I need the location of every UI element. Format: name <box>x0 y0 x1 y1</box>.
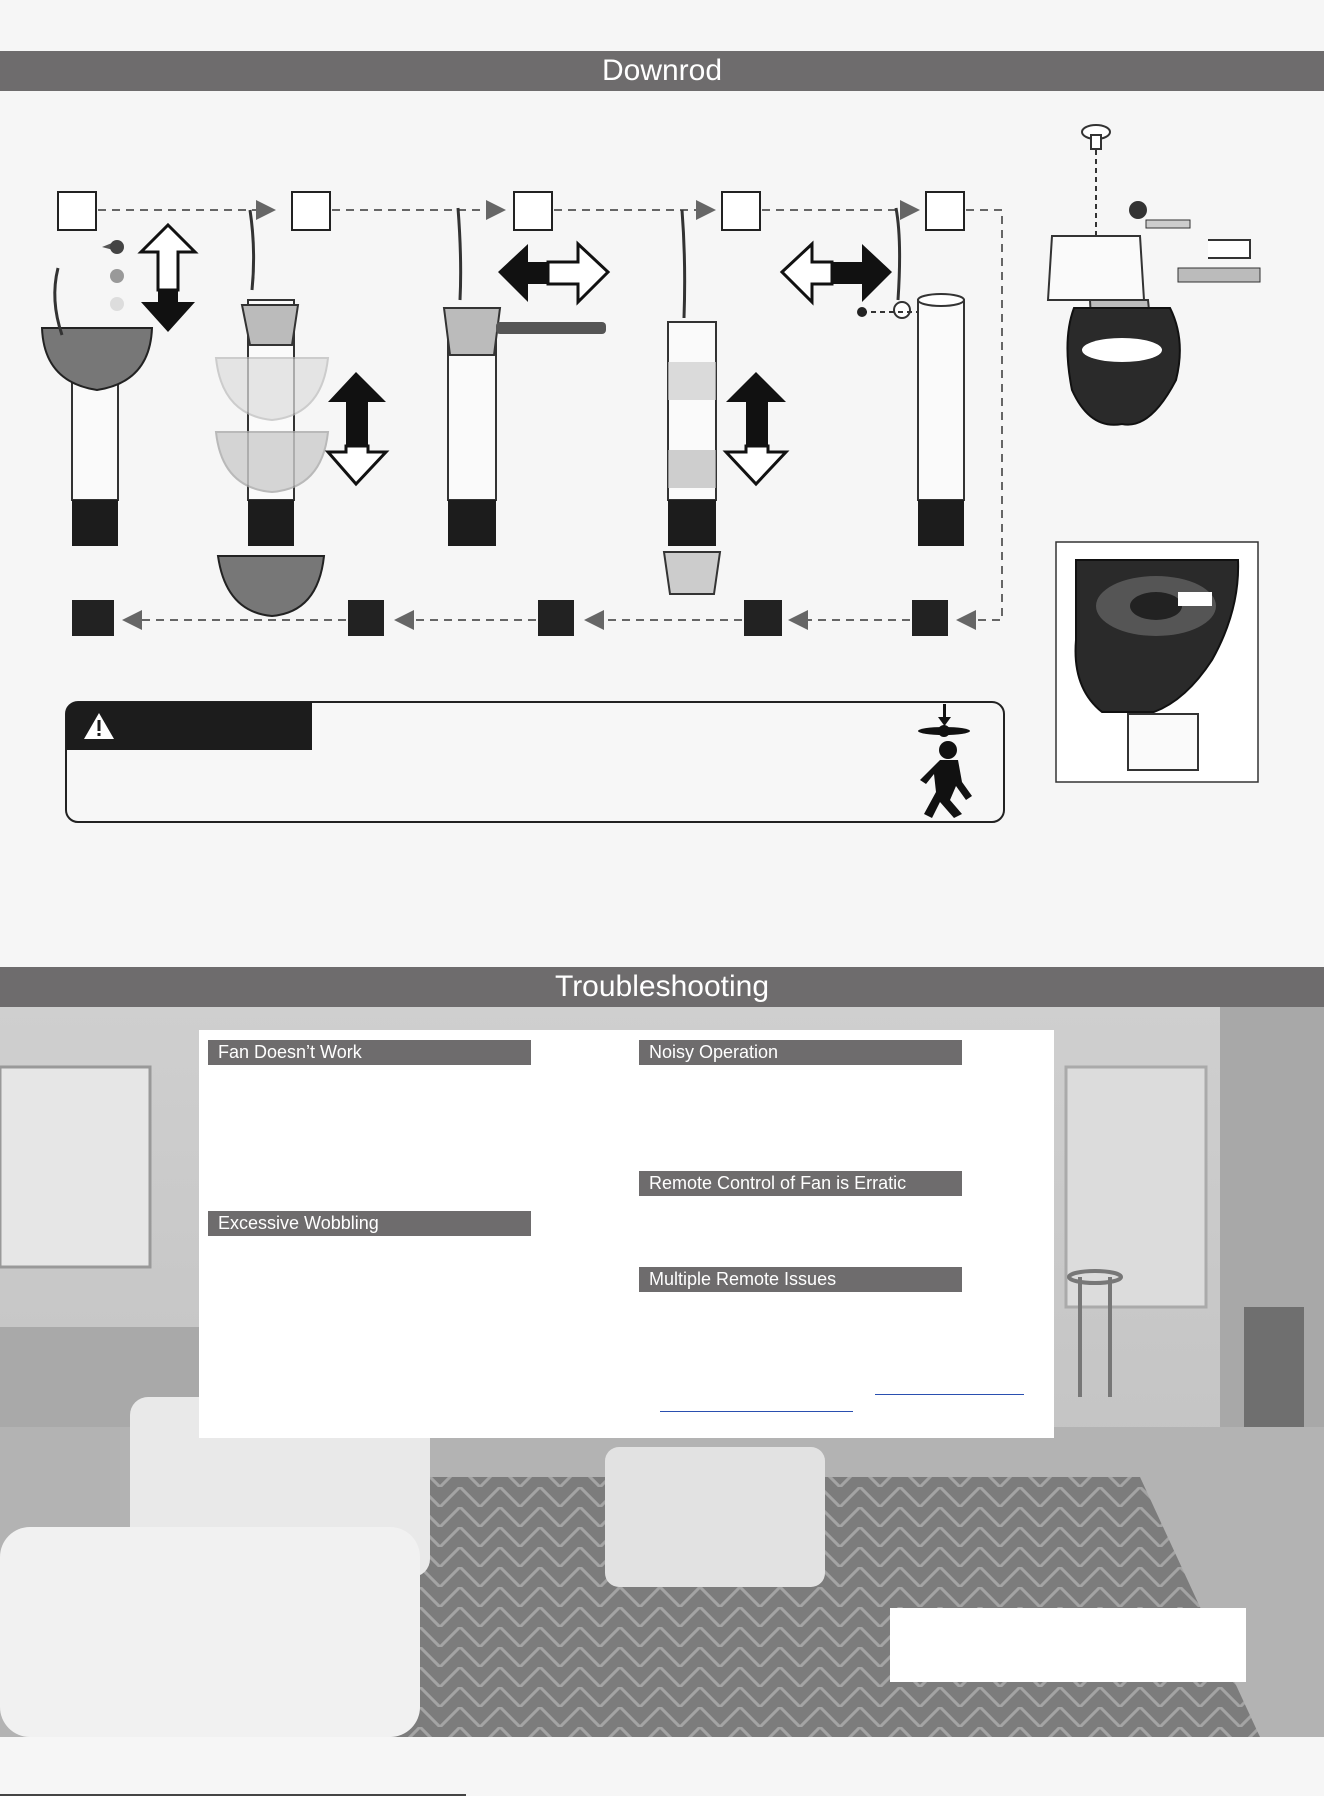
figure-collar-slide <box>664 210 786 594</box>
troubleshooting-panel <box>199 1030 1054 1438</box>
step-box-2 <box>292 192 330 230</box>
step-box-10 <box>72 600 114 636</box>
bottom-step-boxes <box>72 600 948 636</box>
downrod-assembly-diagram <box>0 110 1324 830</box>
step-box-3 <box>514 192 552 230</box>
inset-view <box>1056 542 1258 782</box>
step-box-5 <box>926 192 964 230</box>
step-box-6 <box>912 600 948 636</box>
step-box-1 <box>58 192 96 230</box>
figure-canopy-on-downrod <box>42 225 195 546</box>
remote-erratic-header: Remote Control of Fan is Erratic <box>639 1171 962 1196</box>
figure-attach-pin <box>782 208 964 546</box>
step-box-7 <box>744 600 782 636</box>
downrod-section-title: Downrod <box>0 51 1324 91</box>
contact-info-box <box>890 1608 1246 1682</box>
top-step-boxes <box>58 192 964 230</box>
step-box-8 <box>538 600 574 636</box>
figure-canopy-slide <box>216 210 386 616</box>
fan-doesnt-work-header: Fan Doesn’t Work <box>208 1040 531 1065</box>
warning-box <box>66 702 1004 822</box>
multiple-remote-header: Multiple Remote Issues <box>639 1267 962 1292</box>
excessive-wobbling-header: Excessive Wobbling <box>208 1211 531 1236</box>
step-box-4 <box>722 192 760 230</box>
troubleshooting-section-title: Troubleshooting <box>0 967 1324 1007</box>
figure-pin-removal <box>444 208 608 546</box>
step-box-9 <box>348 600 384 636</box>
canopy-assembly-detail <box>1048 125 1260 425</box>
support-link-underline-2[interactable] <box>660 1411 853 1412</box>
support-link-underline-1[interactable] <box>875 1394 1024 1395</box>
noisy-operation-header: Noisy Operation <box>639 1040 962 1065</box>
footer <box>0 1737 1324 1796</box>
